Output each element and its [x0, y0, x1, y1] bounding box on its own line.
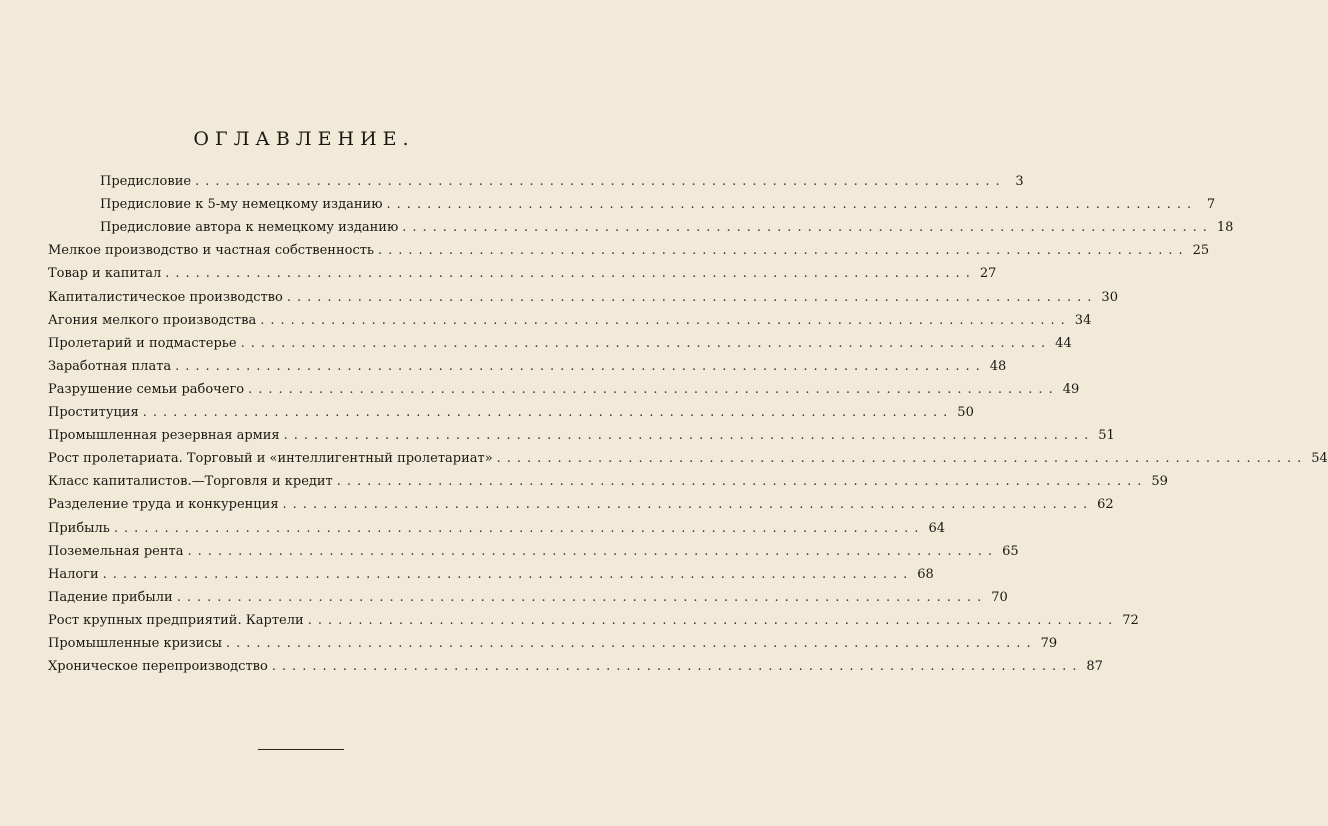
leader-dots: ................................................................................	[386, 197, 1198, 213]
toc-entry	[48, 428, 1115, 451]
leader-dots: ................................................................................	[175, 358, 986, 374]
toc-entry-label: Предисловие	[100, 174, 192, 189]
toc-entry	[48, 312, 1092, 336]
toc-entry-page: 70	[991, 589, 1008, 605]
toc-entry-page: 27	[979, 266, 997, 282]
toc-entry-label: Агония мелкого производства	[48, 312, 257, 328]
toc-entry-label: Прибыль	[48, 520, 110, 536]
toc-entry	[48, 289, 1118, 313]
leader-dots: ................................................................................	[496, 451, 1308, 467]
toc-entry	[48, 636, 1058, 659]
leader-dots: ................................................................................	[286, 289, 1098, 305]
toc-entry-label: Промышленные кризисы	[48, 636, 222, 651]
toc-entry-page: 3	[1015, 174, 1024, 189]
toc-entry-label: Поземельная рента	[48, 543, 184, 559]
leader-dots: ................................................................................	[165, 266, 976, 282]
toc-entry-page: 72	[1122, 612, 1139, 628]
leader-dots: ................................................................................	[283, 428, 1095, 444]
leader-dots: ................................................................................	[260, 312, 1071, 328]
toc-entry	[48, 612, 1139, 636]
toc-entry-label: Проституция	[48, 405, 139, 420]
leader-dots: ................................................................................	[378, 243, 1189, 259]
toc-entry	[48, 381, 1080, 405]
toc-entry	[48, 543, 1019, 567]
toc-entry-label: Пролетарий и подмастерье	[48, 335, 237, 351]
toc-entry-label: Разделение труда и конкуренция	[48, 497, 279, 513]
toc-entry-label: Заработная плата	[48, 358, 172, 374]
toc-entry-label: Налоги	[48, 566, 99, 582]
toc-entry-page: 65	[1002, 543, 1019, 559]
toc-entry-page: 68	[917, 566, 934, 582]
toc-entry	[48, 497, 1114, 520]
toc-entry-page: 25	[1192, 243, 1210, 259]
leader-dots: ................................................................................	[402, 220, 1213, 236]
leader-dots: ................................................................................	[240, 335, 1052, 351]
leader-dots: ................................................................................	[271, 659, 1083, 675]
leader-dots: ................................................................................	[187, 543, 999, 559]
toc-entry	[48, 520, 945, 544]
toc-entry	[100, 174, 1024, 197]
leader-dots: ................................................................................	[142, 405, 954, 420]
leader-dots: ................................................................................	[225, 636, 1037, 651]
toc-entry-page: 49	[1062, 381, 1080, 397]
leader-dots: ................................................................................	[336, 474, 1148, 490]
toc-entry-label: Падение прибыли	[48, 589, 173, 605]
toc-entry-page: 87	[1086, 659, 1103, 675]
leader-dots: ................................................................................	[307, 612, 1119, 628]
toc-entry-page: 44	[1055, 335, 1072, 351]
toc-entry-label: Рост крупных предприятий. Картели	[48, 612, 304, 628]
closing-rule	[258, 749, 344, 750]
toc-entry	[48, 451, 1328, 474]
toc-entry-page: 64	[928, 520, 945, 536]
toc-entry-page: 18	[1216, 220, 1234, 236]
toc-entry-label: Мелкое производство и частная собственность	[48, 243, 374, 259]
leader-dots: ................................................................................	[282, 497, 1094, 513]
toc-entry-label: Промышленная резервная армия	[48, 428, 280, 444]
toc-entry-page: 62	[1097, 497, 1114, 513]
toc-entry-label: Хроническое перепроизводство	[48, 659, 268, 675]
toc-entry	[48, 335, 1072, 359]
toc-title: ОГЛАВЛЕНИЕ.	[193, 128, 415, 150]
toc-entry	[48, 405, 974, 428]
leader-dots: ................................................................................	[113, 520, 925, 536]
toc-entry	[48, 243, 1210, 266]
toc-entry-label: Предисловие автора к немецкому изданию	[100, 220, 399, 236]
toc-entry-page: 7	[1206, 197, 1216, 213]
toc-entry-label: Предисловие к 5-му немецкому изданию	[100, 197, 383, 213]
toc-entry-label: Рост пролетариата. Торговый и «интеллигентный пролетариат»	[48, 451, 493, 467]
leader-dots: ................................................................................	[102, 566, 914, 582]
toc-entry-page: 59	[1151, 474, 1168, 490]
toc-entry	[48, 474, 1168, 497]
toc-entry-page: 51	[1098, 428, 1115, 444]
toc-entry-page: 48	[989, 358, 1007, 374]
toc-entry	[48, 566, 934, 590]
toc-entry-page: 79	[1040, 636, 1058, 651]
leader-dots: ................................................................................	[248, 381, 1059, 397]
toc-entry-label: Капиталистическое производство	[48, 289, 283, 305]
leader-dots: ................................................................................	[176, 589, 988, 605]
toc-entry	[48, 266, 997, 289]
toc-entry-label: Разрушение семьи рабочего	[48, 381, 245, 397]
toc-entry-label: Класс капиталистов.—Торговля и кредит	[48, 474, 333, 490]
toc-entry	[48, 358, 1007, 382]
toc-entry-page: 50	[957, 405, 974, 420]
toc-entry	[100, 220, 1234, 243]
toc-entry-page: 34	[1074, 312, 1092, 328]
toc-entry	[100, 197, 1216, 220]
toc-entry	[48, 659, 1103, 682]
toc-entry-label: Товар и капитал	[48, 266, 162, 282]
leader-dots: ................................................................................	[195, 174, 1006, 189]
toc-entry	[48, 589, 1008, 613]
toc-entry-page: 30	[1101, 289, 1118, 305]
toc-entry-page: 54	[1311, 451, 1328, 467]
